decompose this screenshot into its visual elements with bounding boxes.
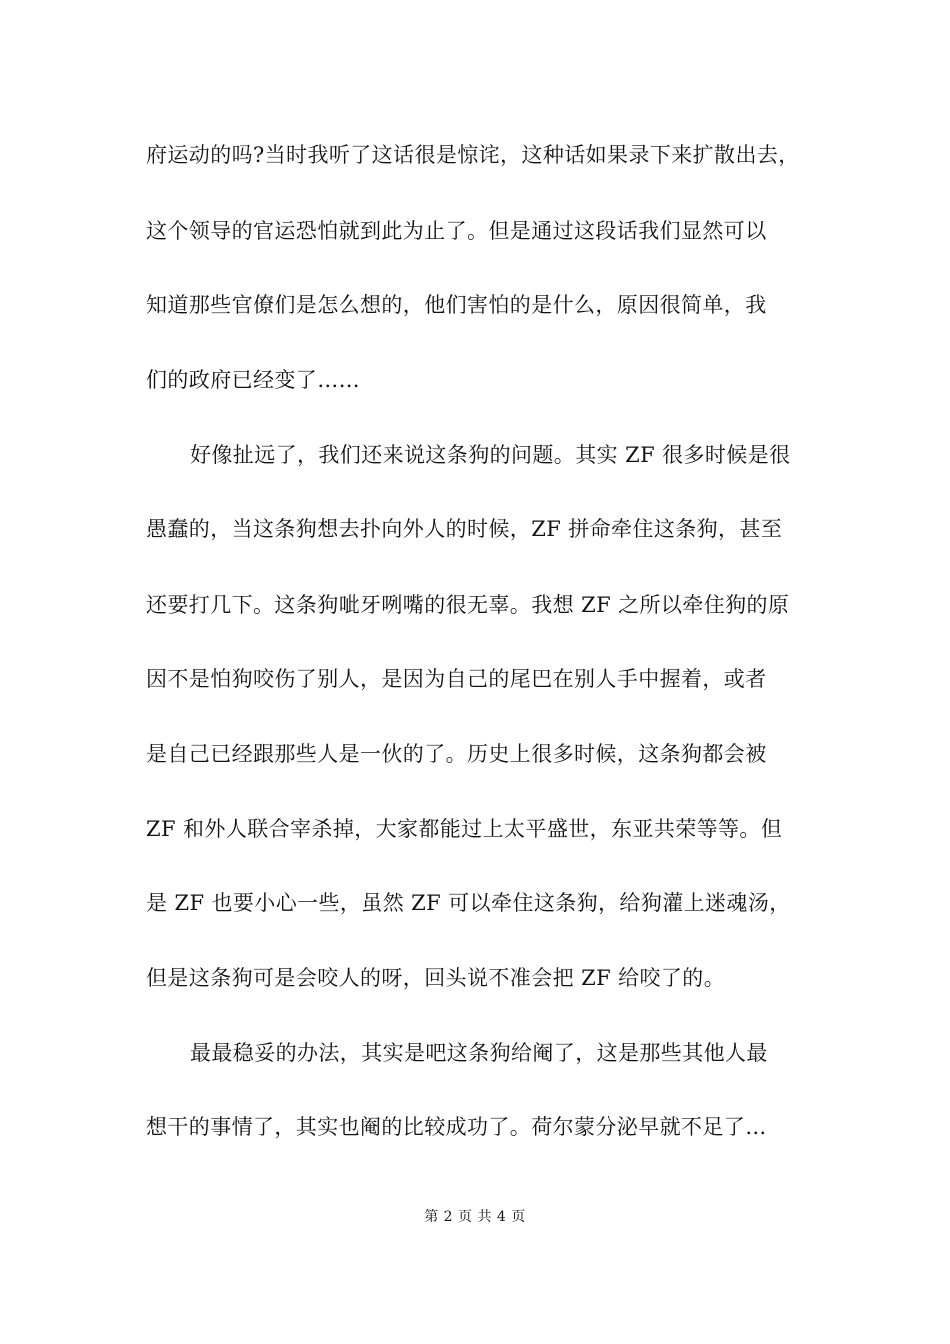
text-line: 知道那些官僚们是怎么想的，他们害怕的是什么，原因很简单，我 [146,293,767,317]
text-line: 愚蠢的，当这条狗想去扑向外人的时候，ZF 拼命牵住这条狗，甚至 [146,517,783,541]
text-line: 想干的事情了，其实也阉的比较成功了。荷尔蒙分泌早就不足了… [146,1115,767,1139]
paragraph-first-line: 好像扯远了，我们还来说这条狗的问题。其实 ZF 很多时候是很 [190,443,791,467]
paragraph-first-line: 最最稳妥的办法，其实是吧这条狗给阉了，这是那些其他人最 [190,1041,768,1065]
text-line: 府运动的吗?当时我听了这话很是惊诧，这种话如果录下来扩散出去， [146,143,800,167]
text-line: ZF 和外人联合宰杀掉，大家都能过上太平盛世，东亚共荣等等。但 [146,817,783,841]
text-line: 这个领导的官运恐怕就到此为止了。但是通过这段话我们显然可以 [146,219,767,243]
text-line: 是自己已经跟那些人是一伙的了。历史上很多时候，这条狗都会被 [146,742,767,766]
text-line: 还要打几下。这条狗呲牙咧嘴的很无辜。我想 ZF 之所以牵住狗的原 [146,593,790,617]
text-line: 因不是怕狗咬伤了别人，是因为自己的尾巴在别人手中握着，或者 [146,667,767,691]
text-line: 是 ZF 也要小心一些，虽然 ZF 可以牵住这条狗，给狗灌上迷魂汤， [146,891,791,915]
page-number: 第 2 页 共 4 页 [424,1209,526,1225]
text-line: 们的政府已经变了…… [146,368,360,392]
text-line: 但是这条狗可是会咬人的呀，回头说不准会把 ZF 给咬了的。 [146,966,726,990]
